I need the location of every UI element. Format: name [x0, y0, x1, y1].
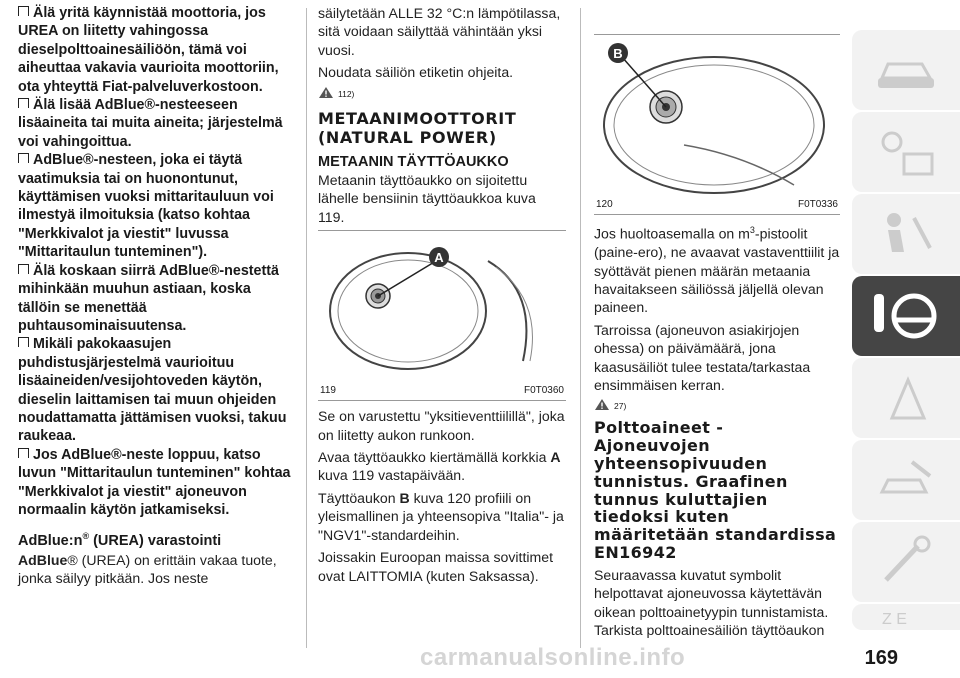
warning-marker-icon: [18, 264, 29, 274]
column-divider: [306, 8, 307, 648]
wrench-car-icon: [852, 440, 960, 520]
tab-emergency[interactable]: [852, 358, 960, 438]
valve-text: Se on varustettu "yksitieventtiilillä", joka on liitetty aukon runkoon.: [318, 408, 565, 443]
callout-a: A: [434, 250, 444, 266]
fuel-filler-illustration: [318, 231, 566, 383]
warning-triangle-icon: [852, 358, 960, 438]
dashboard-warning-icon: [852, 112, 960, 192]
column-divider: [580, 8, 581, 648]
column-3: [594, 4, 840, 643]
warning-marker-icon: [18, 6, 29, 16]
tab-car-exterior[interactable]: [852, 30, 960, 110]
tab-technical-data[interactable]: [852, 522, 960, 602]
svg-text:Z E: Z E: [882, 611, 907, 628]
label-instructions-text: Noudata säiliön etiketin ohjeita.: [318, 64, 514, 81]
profile-text: Täyttöaukon B kuva 120 profiili on yleismallinen ja yhteensopiva "Italia"- ja "NGV1"-standardeihin.: [318, 489, 564, 543]
warning-triangle-icon: [318, 86, 334, 99]
label-date-text: Tarroissa (ajoneuvon asiakirjojen ohessa) on päivämäärä, jona kaasusäiliöt tulee testata/tarkastaa ensimmäisen kerran.: [594, 321, 811, 393]
tab-starting-driving[interactable]: [852, 276, 960, 356]
letters-index-icon: [852, 604, 960, 630]
tab-maintenance[interactable]: [852, 440, 960, 520]
filler-location-text: Metaanin täyttöaukko on sijoitettu lähelle bensiinin täyttöaukkoa kuva 119.: [318, 172, 536, 225]
chapter-tabs: [852, 30, 960, 630]
adapters-text: Joissakin Euroopan maissa sovittimet ovat LAITTOMIA (kuten Saksassa).: [318, 549, 553, 584]
figure-119: [318, 230, 566, 401]
warning-marker-icon: [18, 448, 29, 458]
warning-6: Jos AdBlue®-neste loppuu, katso luvun "Mittaritaulun tunteminen" kohtaa "Merkkivalot ja viestit" ajoneuvon normaalin käytön jatkamiseksi.: [18, 446, 291, 518]
warning-marker-icon: [18, 153, 29, 163]
warning-5: Mikäli pakokaasujen puhdistusjärjestelmä vaurioituu lisäaineiden/vesijohtoveden käytön, dieselin laittamisen tai muun ohjeiden noudattamatta jättämisen vuoksi, takuu raukeaa.: [18, 336, 287, 445]
figure-caption: 120 F0T0336: [596, 199, 838, 210]
figure-120: [594, 34, 840, 215]
storage-temperature-text: säilytetään ALLE 32 °C:n lämpötilassa, sitä voidaan säilyttää vähintään yksi vuosi.: [318, 5, 561, 58]
warning-1: Älä yritä käynnistää moottoria, jos UREA on liitetty vahingossa dieselpolttoainesäiliöön, tämä voi aiheuttaa vakavia vaurioita moottoriin, ota yhteyttä Fiat-palveluverkostoon.: [18, 5, 279, 95]
airbag-seat-icon: [852, 194, 960, 274]
tab-index[interactable]: [852, 604, 960, 630]
column-1: [18, 4, 296, 591]
note-reference: 112): [318, 86, 566, 99]
open-cap-text: Avaa täyttöaukko kiertämällä korkkia A kuva 119 vastapäivään.: [318, 449, 561, 484]
warning-2: Älä lisää AdBlue®-nesteeseen lisäaineita tai muita aineita; järjestelmä voi vahingoittua.: [18, 97, 283, 150]
storage-paragraph: AdBlue® (UREA) on erittäin vakaa tuote, jonka säilyy pitkään. Jos neste: [18, 551, 277, 587]
figure-caption: 119 F0T0360: [320, 385, 564, 397]
car-exterior-icon: [852, 30, 960, 110]
gas-nozzle-illustration: [594, 35, 840, 197]
warning-4: Älä koskaan siirrä AdBlue®-nestettä mihinkään muuhun astiaan, koska tällöin se menettää puhtausominaisuutensa.: [18, 262, 279, 334]
warning-marker-icon: [18, 337, 29, 347]
tab-dashboard[interactable]: [852, 112, 960, 192]
storage-heading: AdBlue:n® (UREA) varastointi: [18, 531, 222, 550]
section-heading: METAANIMOOTTORIT (NATURAL POWER): [318, 108, 517, 147]
watermark: carmanualsonline.info: [420, 644, 686, 671]
symbols-text: Seuraavassa kuvatut symbolit helpottavat ajoneuvossa käytettävän oikean polttoainetyypin tunnistamista. Tarkista polttoainesäiliön täyttöaukon: [594, 566, 829, 638]
warning-3: AdBlue®-nesteen, joka ei täytä vaatimuksia tai on huonontunut, käyttämisen vuoksi mittaritauluun voi ilmestyä ilmoituksia (katso kohtaa "Merkkivalot ja viestit" luvussa "Mittaritaulun tunteminen").: [18, 152, 274, 261]
fuels-heading: Polttoaineet - Ajoneuvojen yhteensopivuuden tunnistus. Graafinen tunnus kuluttajien tiedoksi kuten määritetään standardissa EN16942: [594, 418, 837, 562]
note-reference: 27): [594, 398, 840, 411]
tab-safety[interactable]: [852, 194, 960, 274]
callout-b: B: [613, 46, 623, 61]
page-number: 169: [864, 647, 898, 669]
warning-triangle-icon: [594, 398, 610, 411]
warning-marker-icon: [18, 98, 29, 108]
column-2: [318, 4, 566, 589]
tools-icon: [852, 522, 960, 602]
subsection-heading: METAANIN TÄYTTÖAUKKO: [318, 153, 509, 170]
key-steering-icon: [852, 276, 960, 356]
pistol-text: Jos huoltoasemalla on $m^3$-pistoolit (paine-ero), ne avaavat vastaventtiilit ja syöttävät pienen määrän metaania havaitakseen säiliössä jäljellä olevan paineen.: [594, 225, 840, 316]
